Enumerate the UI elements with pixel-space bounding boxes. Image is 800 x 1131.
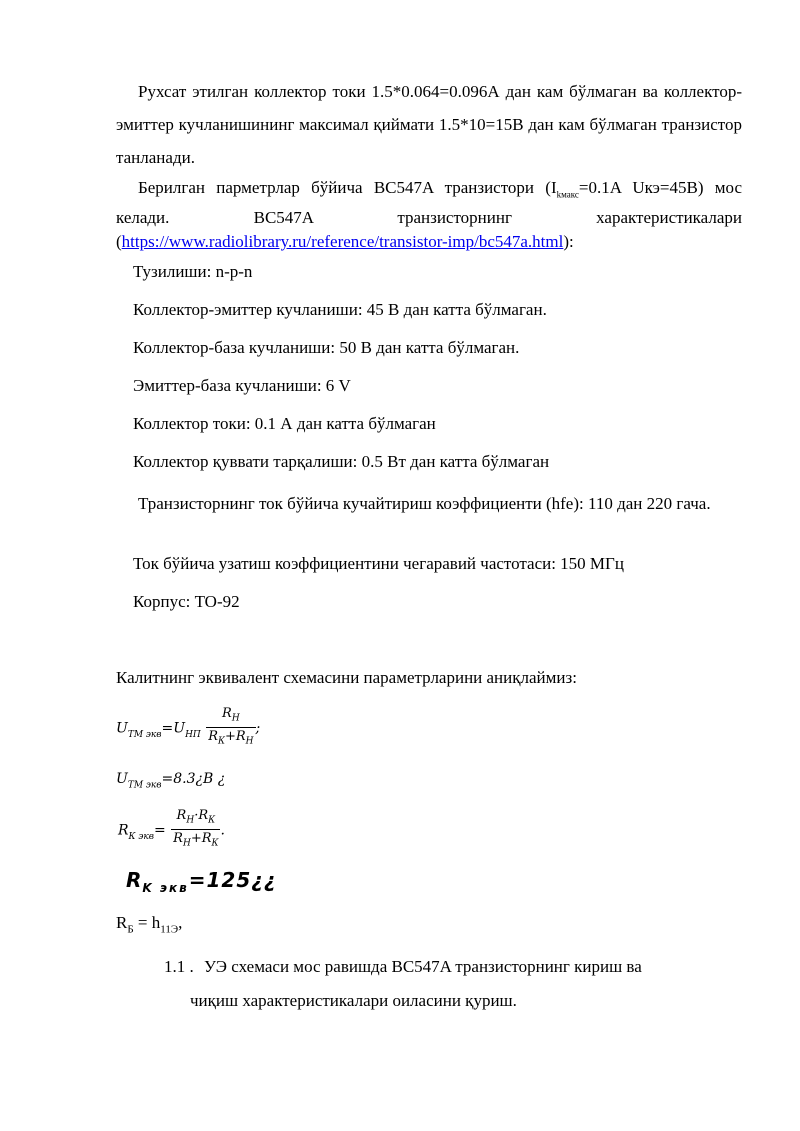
f3-eq: =: [154, 822, 166, 839]
f3-num-sub1: Н: [186, 815, 195, 826]
spec-collector-base-voltage: Коллектор-база кучланиши: 50 В дан катта бўлмаган.: [133, 338, 520, 357]
f3-fraction: [171, 808, 220, 852]
f1-lhs-sub: ТМ экв: [127, 729, 162, 740]
f1-num-sub: Н: [231, 713, 240, 724]
spec-hfe: Транзисторнинг ток бўйича кучайтириш коэффициенти (hfe): 110 дан 220 гача.: [138, 494, 711, 513]
f3-num-dot: ·R: [194, 808, 209, 823]
f4-lhs: R: [126, 868, 143, 892]
f3-den-sub2: К: [211, 838, 219, 849]
f2-lhs-sub: ТМ экв: [127, 780, 162, 791]
spec-package: Корпус: TO-92: [133, 592, 240, 611]
radiolibrary-link[interactable]: https://www.radiolibrary.ru/reference/transistor-imp/bc547a.html: [121, 232, 564, 252]
rb-r-sub: Б: [127, 923, 134, 936]
f3-lhs-sub: К экв: [128, 831, 155, 842]
section-1-1-heading: [164, 950, 742, 1018]
f1-den-a: R: [208, 728, 218, 744]
formula-u-tm-equivalent: [116, 706, 260, 750]
section-number: 1.1 .: [164, 957, 194, 976]
spec-collector-power: Коллектор қуввати тарқалиши: 0.5 Вт дан катта бўлмаган: [133, 452, 550, 471]
p2-text-end: ):: [563, 232, 574, 252]
f3-lhs: R: [118, 822, 129, 839]
p2-text-before: Берилган парметрлар бўйича BC547A транзистори (I: [138, 178, 557, 197]
p2-text-after: =0.1A Uкэ=45В) мос келади. BC547A транзисторнинг характеристикалари (: [116, 178, 742, 252]
spec-collector-emitter-voltage: Коллектор-эмиттер кучланиши: 45 В дан катта бўлмаган.: [133, 300, 547, 319]
formula-r-k-value: [126, 868, 276, 895]
f3-den-plus: +R: [190, 830, 212, 846]
section-text-continued: чиқиш характеристикалари оиласини қуриш.: [190, 991, 517, 1010]
f1-end: ;: [255, 720, 261, 737]
f1-u-sub: НП: [185, 729, 201, 740]
f4-rhs: =125¿¿: [188, 868, 277, 892]
f2-rhs: =8.3¿B ¿: [161, 771, 226, 787]
formula-r-base: [116, 913, 182, 935]
paragraph-transistor-selection: Рухсат этилган коллектор токи 1.5*0.064=0.096А дан кам бўлмаган ва коллектор-эмиттер кучланишининг максимал қиймати 1.5*10=15В дан кам бўлмаган транзистор танланади.: [116, 82, 742, 167]
rb-end: ,: [178, 913, 183, 932]
rb-r: R: [116, 913, 128, 932]
formula-u-tm-value: [116, 768, 225, 790]
f3-num: R: [176, 808, 187, 823]
f3-end: .: [220, 822, 225, 839]
f1-eq: =U: [161, 720, 186, 737]
section-text: УЭ схемаси мос равишда BC547A транзисторнинг кириш ва: [204, 957, 642, 976]
f3-den-sub1: Н: [182, 838, 191, 849]
f3-den: R: [173, 830, 183, 846]
f3-num-sub2: К: [208, 815, 216, 826]
rb-mid: = h: [133, 913, 161, 932]
spec-structure: Тузилиши: n-p-n: [133, 262, 253, 281]
f1-lhs: U: [116, 720, 128, 737]
spec-cutoff-frequency: Ток бўйича узатиш коэффициентини чегаравий частотаси: 150 МГц: [133, 554, 624, 573]
rb-h-sub: 11Э: [160, 923, 179, 936]
f1-den-b-sub: Н: [245, 736, 254, 747]
f4-lhs-sub: K экв: [142, 881, 189, 895]
f1-fraction: [206, 706, 255, 750]
spec-emitter-base-voltage: Эмиттер-база кучланиши: 6 V: [133, 376, 351, 395]
f2-lhs: U: [116, 771, 128, 787]
spec-collector-current: Коллектор токи: 0.1 А дан катта бўлмаган: [133, 414, 436, 433]
p2-subscript: kмакс: [556, 189, 579, 200]
f1-den-plus: +R: [224, 728, 246, 744]
formula-r-k-equivalent: [118, 808, 225, 852]
calculation-title: Калитнинг эквивалент схемасини параметрларини аниқлаймиз:: [116, 668, 577, 687]
f1-den-a-sub: К: [217, 736, 225, 747]
paragraph-bc547a-parameters: [116, 176, 742, 254]
f1-num: R: [222, 706, 232, 721]
